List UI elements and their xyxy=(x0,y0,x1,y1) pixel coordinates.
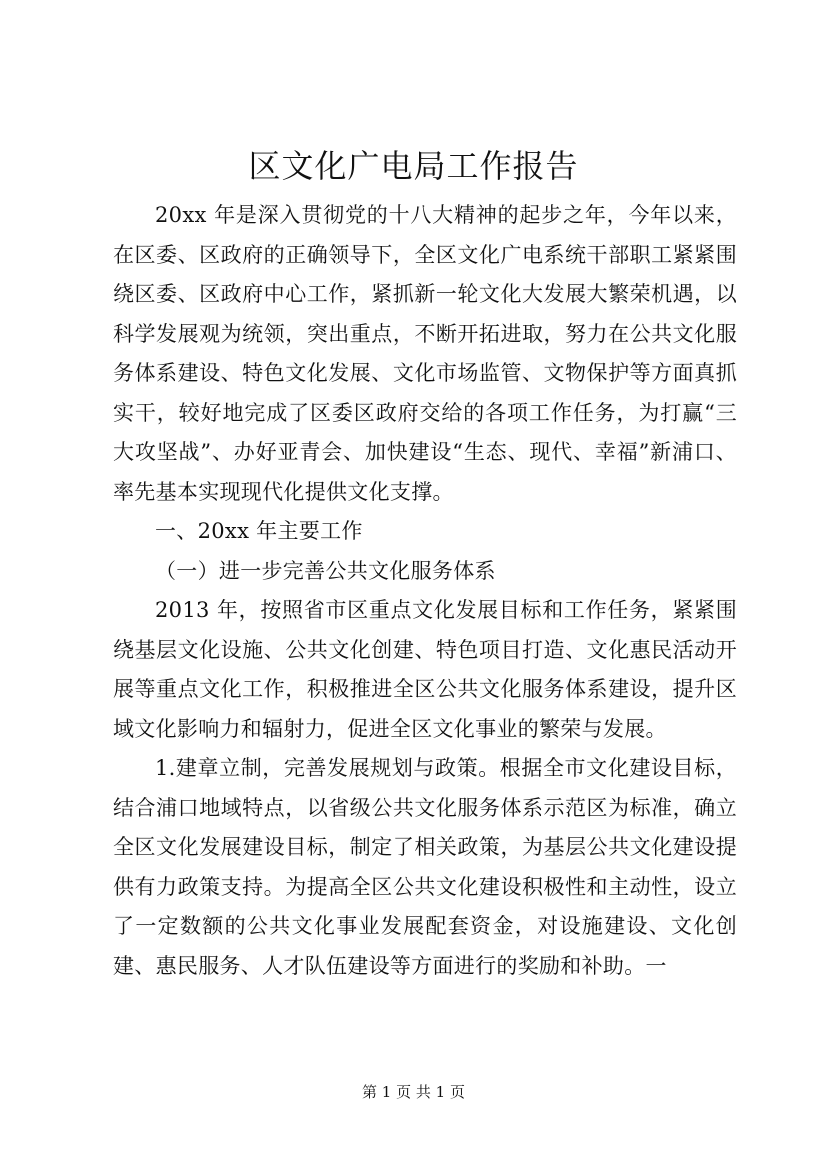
paragraph-item-1: 1.建章立制，完善发展规划与政策。根据全市文化建设目标，结合浦口地域特点，以省级公共文化服务体系示范区为标准，确立全区文化发展建设目标，制定了相关政策，为基层公共文化建设提供有力政策支持。为提高全区公共文化建设积极性和主动性，设立了一定数额的公共文化事业发展配套资金，对设施建设、文化创建、惠民服务、人才队伍建设等方面进行的奖励和补助。一 xyxy=(113,756,737,978)
paragraph-intro: 20xx 年是深入贯彻党的十八大精神的起步之年，今年以来，在区委、区政府的正确领导下，全区文化广电系统干部职工紧紧围绕区委、区政府中心工作，紧抓新一轮文化大发展大繁荣机遇，以科学发展观为统领，突出重点，不断开拓进取，努力在公共文化服务体系建设、特色文化发展、文化市场监管、文物保护等方面真抓实干，较好地完成了区委区政府交给的各项工作任务，为打赢“三大攻坚战”、办好亚青会、加快建设“生态、现代、幸福”新浦口、率先基本实现现代化提供文化支撑。 xyxy=(113,203,737,504)
page-footer: 第 1 页 共 1 页 xyxy=(362,1083,465,1101)
section-heading: 一、20xx 年主要工作 xyxy=(155,519,363,543)
document-title: 区文化广电局工作报告 xyxy=(248,147,579,185)
document-body xyxy=(113,196,737,986)
subsection-heading: （一）进一步完善公共文化服务体系 xyxy=(155,558,496,583)
paragraph-2013: 2013 年，按照省市区重点文化发展目标和工作任务，紧紧围绕基层文化设施、公共文化创建、特色项目打造、文化惠民活动开展等重点文化工作，积极推进全区公共文化服务体系建设，提升区域文化影响力和辐射力，促进全区文化事业的繁荣与发展。 xyxy=(113,598,737,741)
